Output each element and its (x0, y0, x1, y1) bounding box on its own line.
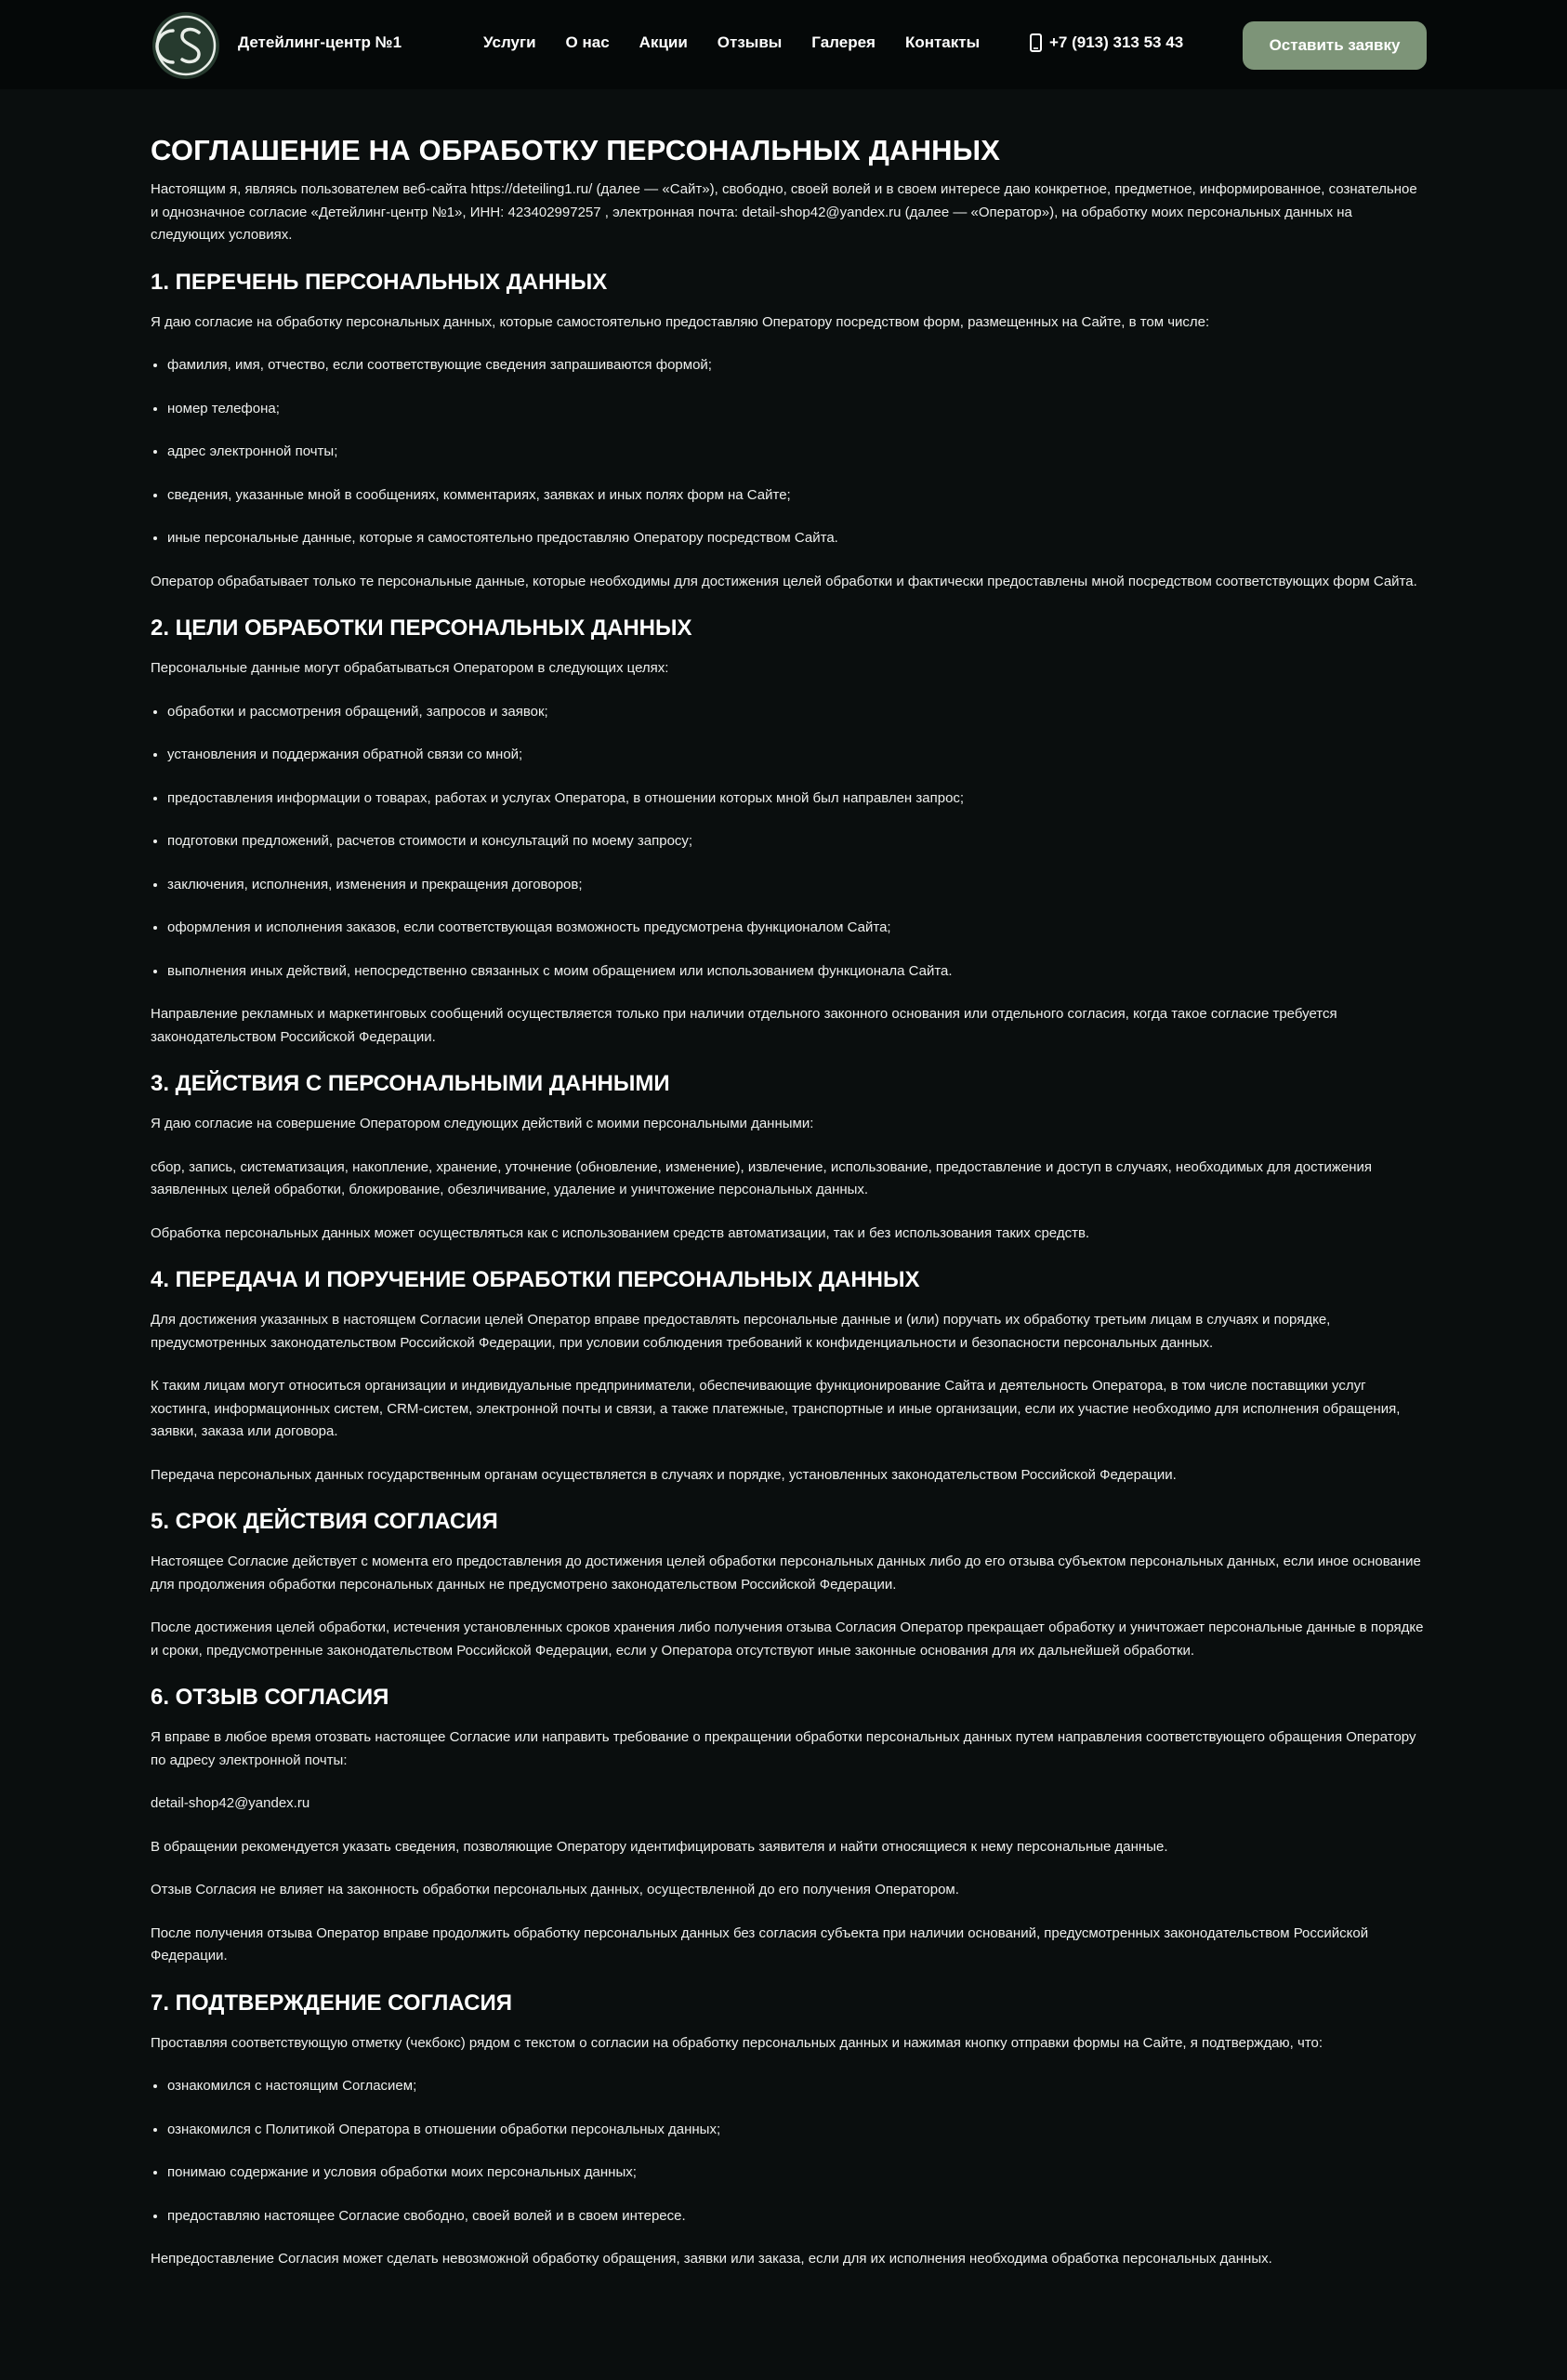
paragraph: Персональные данные могут обрабатываться Оператором в следующих целях: (151, 660, 669, 676)
section-heading: 1. ПЕРЕЧЕНЬ ПЕРСОНАЛЬНЫХ ДАННЫХ (151, 269, 608, 295)
phone-link[interactable] (1030, 33, 1183, 52)
paragraph: Настоящее Согласие действует с момента его предоставления до достижения целей обработки персональных данных либо до его отзыва субъектом персональных данных, если иное основание для продолжения обработки персональных данных не предусмотрено законодательством Российской Федерации. (151, 1554, 1421, 1593)
ds-monogram-logo[interactable] (151, 10, 221, 81)
list-item: • предоставляю настоящее Согласие свободно, своей волей и в своем интересе. (167, 2205, 1424, 2228)
page-title: СОГЛАШЕНИЕ НА ОБРАБОТКУ ПЕРСОНАЛЬНЫХ ДАННЫХ (151, 134, 1001, 166)
brand-name[interactable]: Детейлинг-центр №1 (238, 33, 402, 51)
section-heading: 7. ПОДТВЕРЖДЕНИЕ СОГЛАСИЯ (151, 1990, 512, 2016)
paragraph: detail-shop42@yandex.ru (151, 1795, 310, 1811)
paragraph: Я даю согласие на совершение Оператором следующих действий с моими персональными данными: (151, 1116, 814, 1131)
phone-number: +7 (913) 313 53 43 (1049, 33, 1184, 51)
nav-link-gallery[interactable]: Галерея (811, 33, 876, 51)
bullet-list (151, 2075, 1424, 2228)
paragraph: Непредоставление Согласия может сделать невозможной обработку обращения, заявки или заказа, если для их исполнения необходима обработка персональных данных. (151, 2251, 1272, 2267)
paragraph: Направление рекламных и маркетинговых сообщений осуществляется только при наличии отдельного законного основания или отдельного согласия, когда такое согласие требуется законодательством Российской Федерации. (151, 1006, 1337, 1045)
section-heading: 2. ЦЕЛИ ОБРАБОТКИ ПЕРСОНАЛЬНЫХ ДАННЫХ (151, 615, 692, 641)
list-item: • заключения, исполнения, изменения и прекращения договоров; (167, 874, 1424, 897)
paragraph: сбор, запись, систематизация, накопление, хранение, уточнение (обновление, изменение), извлечение, использование, предоставление и доступ в случаях, необходимых для достижения заявленных целей обработки, блокирование, обезличивание, удаление и уничтожение персональных данных. (151, 1158, 1373, 1197)
nav-link-services[interactable]: Услуги (483, 33, 536, 51)
paragraph: Проставляя соответствующую отметку (чекбокс) рядом с текстом о согласии на обработку персональных данных и нажимая кнопку отправки формы на Сайте, я подтверждаю, что: (151, 2034, 1323, 2051)
list-item: • понимаю содержание и условия обработки моих персональных данных; (167, 2162, 1424, 2185)
list-item: • ознакомился с Политикой Оператора в отношении обработки персональных данных; (167, 2119, 1424, 2142)
section-heading: 3. ДЕЙСТВИЯ С ПЕРСОНАЛЬНЫМИ ДАННЫМИ (151, 1071, 670, 1096)
list-item: • предоставления информации о товарах, работах и услугах Оператора, в отношении которых мной был направлен запрос; (167, 787, 1424, 811)
site-header (0, 0, 1567, 89)
list-item: • подготовки предложений, расчетов стоимости и консультаций по моему запросу; (167, 830, 1424, 853)
list-item: • фамилия, имя, отчество, если соответствующие сведения запрашиваются формой; (167, 354, 1424, 377)
section-heading: 4. ПЕРЕДАЧА И ПОРУЧЕНИЕ ОБРАБОТКИ ПЕРСОНАЛЬНЫХ ДАННЫХ (151, 1267, 920, 1292)
main-nav (483, 33, 1009, 52)
paragraph: Обработка персональных данных может осуществляться как с использованием средств автоматизации, так и без использования таких средств. (151, 1224, 1090, 1241)
list-item: • ознакомился с настоящим Согласием; (167, 2075, 1424, 2098)
nav-link-about[interactable]: О нас (565, 33, 610, 51)
paragraph: Для достижения указанных в настоящем Согласии целей Оператор вправе предоставлять персональные данные и (или) поручать их обработку третьим лицам в случаях и порядке, предусмотренных законодательством Российской Федерации, при условии соблюдения требований к конфиденциальности и безопасности персональных данных. (151, 1312, 1331, 1351)
consent-document (151, 132, 1424, 2292)
intro-paragraph: Настоящим я, являясь пользователем веб-сайта https://deteiling1.ru/ (далее — «Сайт»), свободно, своей волей и в своем интересе даю конкретное, предметное, информированное, сознательное и однозначное согласие «Детейлинг-центр №1», ИНН: 423402997257 , электронная почта: detail-shop42@yandex.ru (далее — «Оператор»), на обработку моих персональных данных на следующих условиях. (151, 181, 1417, 243)
paragraph: Я даю согласие на обработку персональных данных, которые самостоятельно предоставляю Оператору посредством форм, размещенных на Сайте, в том числе: (151, 313, 1210, 330)
list-item: • адрес электронной почты; (167, 441, 1424, 464)
section-heading: 5. СРОК ДЕЙСТВИЯ СОГЛАСИЯ (151, 1509, 498, 1534)
list-item: • номер телефона; (167, 398, 1424, 421)
paragraph: После достижения целей обработки, истечения установленных сроков хранения либо получения отзыва Согласия Оператор прекращает обработку и уничтожает персональные данные в порядке и сроки, предусмотренные законодательством Российской Федерации, если у Оператора отсутствуют иные законные основания для их дальнейшей обработки. (151, 1620, 1424, 1659)
list-item: • сведения, указанные мной в сообщениях, комментариях, заявках и иных полях форм на Сайте; (167, 484, 1424, 508)
bullet-list (151, 701, 1424, 984)
list-item: • иные персональные данные, которые я самостоятельно предоставляю Оператору посредством Сайта. (167, 527, 1424, 550)
leave-request-button[interactable]: Оставить заявку (1243, 21, 1427, 70)
mobile-phone-icon (1030, 33, 1042, 52)
list-item: • выполнения иных действий, непосредственно связанных с моим обращением или использованием функционала Сайта. (167, 960, 1424, 984)
list-item: • оформления и исполнения заказов, если соответствующая возможность предусмотрена функционалом Сайта; (167, 917, 1424, 940)
list-item: • установления и поддержания обратной связи со мной; (167, 744, 1424, 767)
nav-link-contacts[interactable]: Контакты (904, 33, 981, 51)
bullet-list (151, 354, 1424, 550)
nav-link-reviews[interactable]: Отзывы (717, 33, 783, 51)
paragraph: После получения отзыва Оператор вправе продолжить обработку персональных данных без согласия субъекта при наличии оснований, предусмотренных законодательством Российской Федерации. (151, 1924, 1369, 1964)
paragraph: В обращении рекомендуется указать сведения, позволяющие Оператору идентифицировать заявителя и найти относящиеся к нему персональные данные. (151, 1838, 1168, 1855)
paragraph: Отзыв Согласия не влияет на законность обработки персональных данных, осуществленной до его получения Оператором. (151, 1882, 959, 1897)
paragraph: К таким лицам могут относиться организации и индивидуальные предприниматели, обеспечивающие функционирование Сайта и деятельность Оператора, в том числе поставщики услуг хостинга, информационных систем, CRM-систем, электронной почты и связи, а также платежные, транспортные и иные организации, если их участие необходимо для исполнения обращения, заявки, заказа или договора. (151, 1378, 1401, 1439)
nav-link-promotions[interactable]: Акции (639, 33, 688, 51)
section-heading: 6. ОТЗЫВ СОГЛАСИЯ (151, 1685, 389, 1710)
paragraph: Я вправе в любое время отозвать настоящее Согласие или направить требование о прекращении обработки персональных данных путем направления соответствующего обращения Оператору по адресу электронной почты: (151, 1729, 1416, 1768)
paragraph: Оператор обрабатывает только те персональные данные, которые необходимы для достижения целей обработки и фактически предоставлены мной посредством соответствующих форм Сайта. (151, 573, 1417, 589)
list-item: • обработки и рассмотрения обращений, запросов и заявок; (167, 701, 1424, 724)
paragraph: Передача персональных данных государственным органам осуществляется в случаях и порядке, установленных законодательством Российской Федерации. (151, 1466, 1177, 1483)
